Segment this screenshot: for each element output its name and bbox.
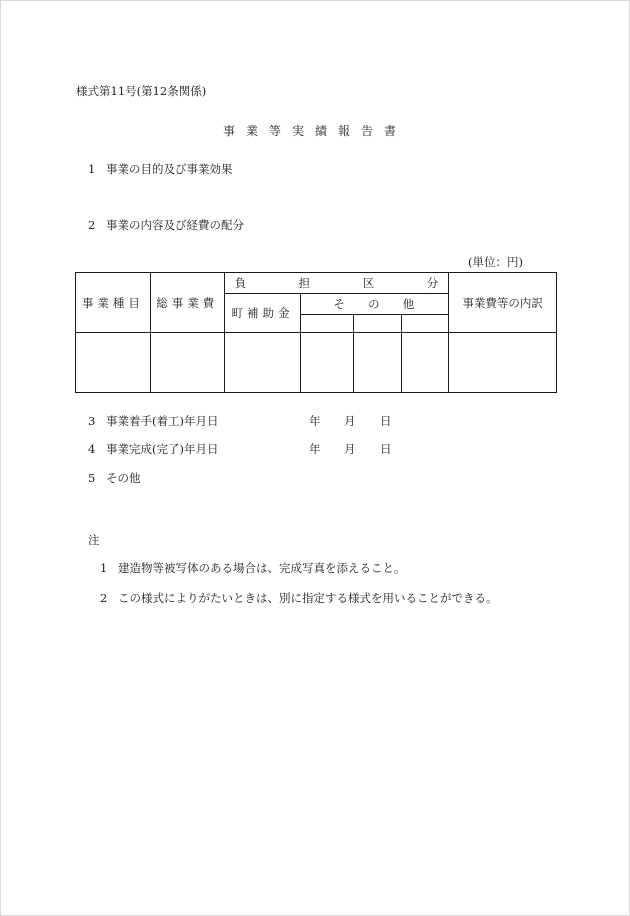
section-3-number: 3: [88, 414, 96, 428]
completion-year-label: 年: [309, 442, 321, 456]
note-1-text: 建造物等被写体のある場合は、完成写真を添えること。: [118, 561, 406, 575]
section-5: [88, 473, 141, 485]
burden-char: 区: [362, 276, 375, 290]
completion-day-label: 日: [380, 442, 392, 456]
header-total-cost: 総事業費: [150, 273, 224, 333]
section-1-number: 1: [88, 162, 96, 176]
note-2: [100, 593, 498, 605]
note-2-number: 2: [100, 591, 108, 605]
section-2-text: 事業の内容及び経費の配分: [106, 218, 244, 232]
burden-char: 負: [234, 276, 247, 290]
data-cell-breakdown: [449, 333, 557, 393]
section-2: [88, 220, 244, 232]
other-char: の: [368, 297, 380, 311]
section-3-text: 事業着手(着工)年月日: [106, 414, 219, 428]
section-1-text: 事業の目的及び事業効果: [106, 162, 233, 176]
data-cell-other-1: [301, 333, 354, 393]
form-number: 様式第11号(第12条関係): [76, 84, 207, 98]
header-burden-category: [224, 273, 449, 294]
data-cell-other-2: [354, 333, 402, 393]
start-day-label: 日: [380, 414, 392, 428]
note-2-text: この様式によりがたいときは、別に指定する様式を用いることができる。: [118, 591, 498, 605]
note-1-number: 1: [100, 561, 108, 575]
burden-char: 担: [298, 276, 311, 290]
data-cell-other-3: [402, 333, 449, 393]
other-subcol-1: [301, 315, 354, 333]
document-title: 事業等実績報告書: [222, 124, 407, 138]
header-breakdown: 事業費等の内訳: [449, 273, 557, 333]
other-char: そ: [333, 297, 345, 311]
completion-month-label: 月: [344, 442, 356, 456]
burden-char: 分: [426, 276, 439, 290]
start-year-label: 年: [309, 414, 321, 428]
header-town-subsidy: 町補助金: [224, 294, 301, 333]
section-2-number: 2: [88, 218, 96, 232]
header-project-type: 事業種目: [76, 273, 151, 333]
section-4-number: 4: [88, 442, 96, 456]
start-month-label: 月: [344, 414, 356, 428]
data-cell-town-subsidy: [224, 333, 301, 393]
section-4-text: 事業完成(完了)年月日: [106, 442, 219, 456]
section-4: [88, 444, 218, 456]
other-subcol-3: [402, 315, 449, 333]
data-cell-project-type: [76, 333, 151, 393]
data-cell-total-cost: [150, 333, 224, 393]
other-char: 他: [402, 297, 415, 311]
note-1: [100, 563, 406, 575]
unit-label: (単位：円): [468, 255, 523, 269]
section-1: [88, 164, 233, 176]
notes-heading: 注: [88, 533, 100, 547]
section-5-number: 5: [88, 471, 96, 485]
section-3: [88, 416, 218, 428]
cost-allocation-table: [75, 272, 557, 393]
header-other: [301, 294, 449, 315]
other-subcol-2: [354, 315, 402, 333]
section-5-text: その他: [106, 471, 141, 485]
